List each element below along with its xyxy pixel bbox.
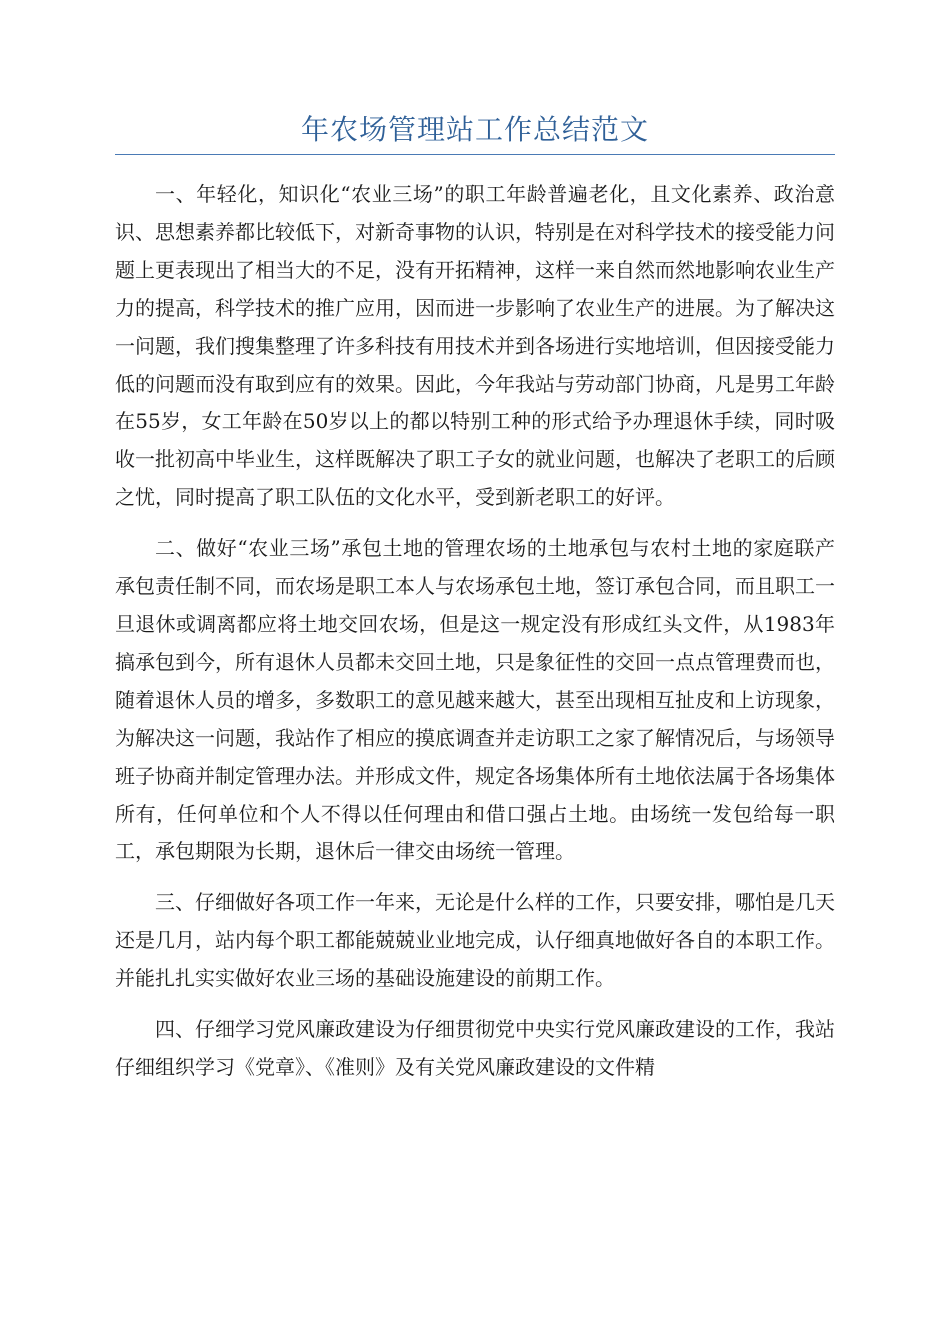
title-underline [115,154,835,155]
paragraph-4: 四、仔细学习党风廉政建设为仔细贯彻党中央实行党风廉政建设的工作，我站仔细组织学习《党章》、《准则》及有关党风廉政建设的文件精 [115,1017,835,1079]
document-body [115,176,835,1100]
paragraph-2: 二、做好“农业三场”承包土地的管理农场的土地承包与农村土地的家庭联产承包责任制不同，而农场是职工本人与农场承包土地，签订承包合同，而且职工一旦退休或调离都应将土地交回农场，但是这一规定没有形成红头文件，从1983年搞承包到今，所有退休人员都未交回土地，只是象征性的交回一点点管理费而也，随着退休人员的增多，多数职工的意见越来越大，甚至出现相互扯皮和上访现象，为解决这一问题，我站作了相应的摸底调查并走访职工之家了解情况后，与场领导班子协商并制定管理办法。并形成文件，规定各场集体所有土地依法属于各场集体所有，任何单位和个人不得以任何理由和借口强占土地。由场统一发包给每一职工，承包期限为长期，退休后一律交由场统一管理。 [115,536,835,864]
paragraph-1: 一、年轻化，知识化“农业三场”的职工年龄普遍老化，且文化素养、政治意识、思想素养都比较低下，对新奇事物的认识，特别是在对科学技术的接受能力问题上更表现出了相当大的不足，没有开拓精神，这样一来自然而然地影响农业生产力的提高，科学技术的推广应用，因而进一步影响了农业生产的进展。为了解决这一问题，我们搜集整理了许多科技有用技术并到各场进行实地培训，但因接受能力低的问题而没有取到应有的效果。因此，今年我站与劳动部门协商，凡是男工年龄在55岁，女工年龄在50岁以上的都以特别工种的形式给予办理退休手续，同时吸收一批初高中毕业生，这样既解决了职工子女的就业问题，也解决了老职工的后顾之忧，同时提高了职工队伍的文化水平，受到新老职工的好评。 [115,182,835,510]
document-title: 年农场管理站工作总结范文 [300,113,649,146]
paragraph-3: 三、仔细做好各项工作一年来，无论是什么样的工作，只要安排，哪怕是几天还是几月，站内每个职工都能兢兢业业地完成，认仔细真地做好各自的本职工作。并能扎扎实实做好农业三场的基础设施建设的前期工作。 [115,890,835,991]
